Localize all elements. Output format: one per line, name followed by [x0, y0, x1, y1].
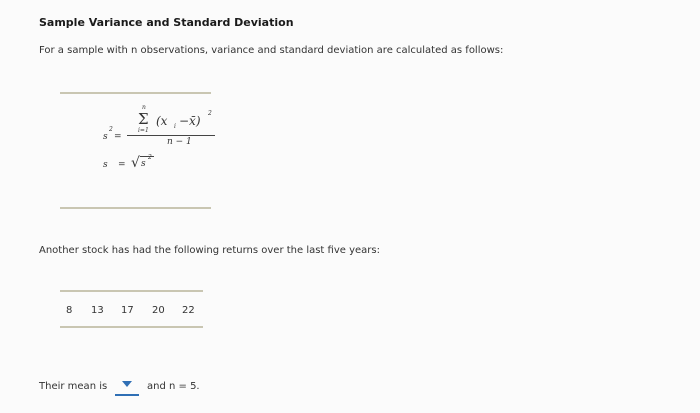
returns-intro: Another stock has had the following returns over the last five years:: [39, 245, 380, 256]
lhs-s: s: [103, 132, 108, 142]
sum-bottom: i=1: [138, 127, 149, 134]
intro-text: For a sample with n observations, variance and standard deviation are calculated as follows:: [39, 45, 504, 56]
return-value: 20: [152, 305, 165, 316]
mean-suffix: and n = 5.: [147, 381, 200, 392]
variance-formula: [100, 102, 240, 182]
caret-down-icon: [122, 381, 132, 387]
sum-sign: Σ: [138, 110, 149, 128]
return-value: 22: [182, 305, 195, 316]
sqrt-sign: √: [131, 155, 140, 171]
returns-bottom-rule: [60, 326, 203, 328]
sub-i: i: [174, 123, 176, 130]
mean-dropdown[interactable]: [115, 378, 139, 396]
sum-top: n: [142, 104, 146, 111]
returns-top-rule: [60, 290, 203, 292]
sqrt-arg: s: [141, 159, 146, 169]
lhs-s-sup: 2: [109, 126, 113, 133]
return-value: 17: [121, 305, 134, 316]
minus-mean: −x̄): [179, 114, 201, 128]
return-value: 8: [66, 305, 73, 316]
return-value: 13: [91, 305, 104, 316]
denominator: n − 1: [167, 137, 192, 147]
fraction-line: [127, 135, 215, 136]
summand: (x: [156, 114, 168, 128]
equals-1: =: [114, 132, 122, 142]
bottom-rule: [60, 207, 211, 209]
equals-2: =: [118, 160, 126, 170]
section-title: Sample Variance and Standard Deviation: [39, 16, 294, 29]
lhs-sd: s: [103, 160, 108, 170]
top-rule: [60, 92, 211, 94]
sqrt-arg-sup: 2: [148, 154, 152, 161]
mean-prefix: Their mean is: [39, 381, 108, 392]
square: 2: [208, 110, 212, 117]
